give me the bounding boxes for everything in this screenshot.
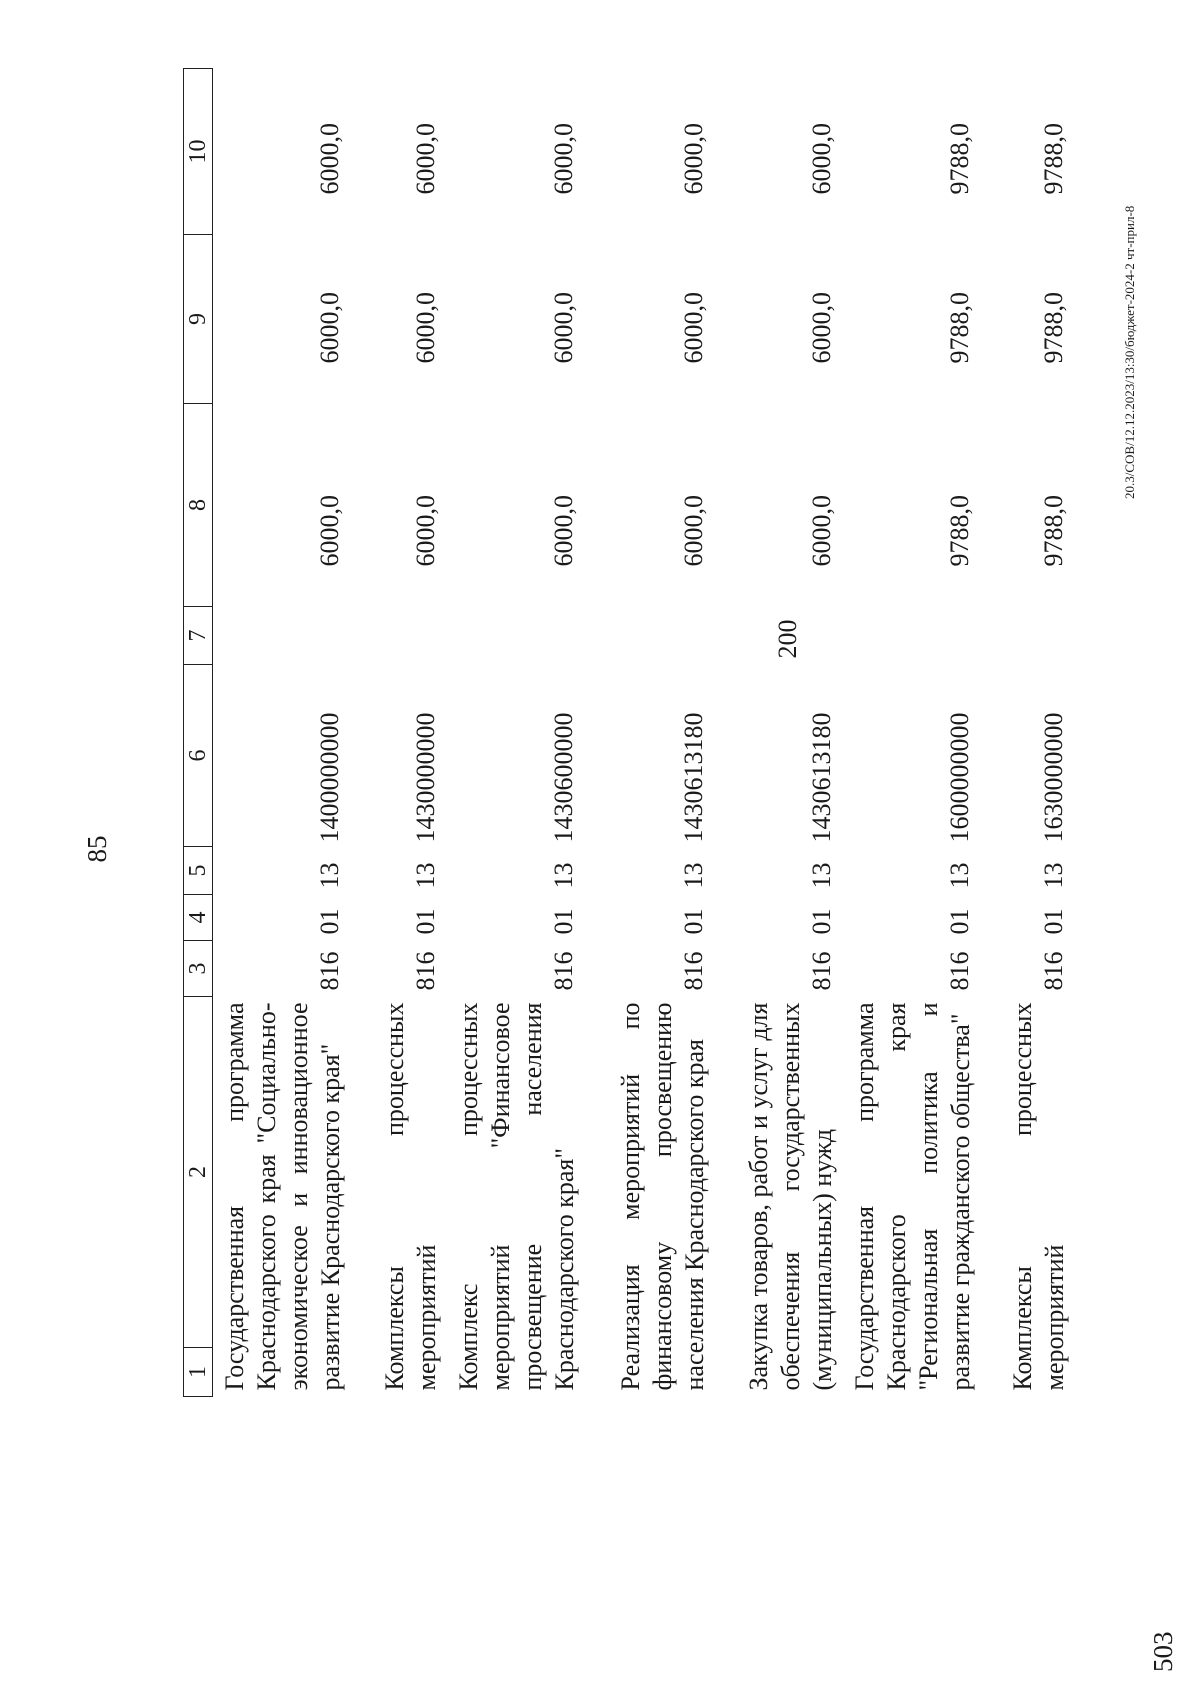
cell-c8: 6000,0 xyxy=(679,495,708,567)
cell-c8: 6000,0 xyxy=(549,495,578,567)
cell-c6: 1630000000 xyxy=(1039,712,1068,843)
header-cell: 2 xyxy=(184,997,213,1348)
cell-c5: 13 xyxy=(1039,862,1068,889)
cell-c6: 1430613180 xyxy=(807,712,836,843)
cell-c10: 6000,0 xyxy=(807,123,836,195)
cell-c10: 6000,0 xyxy=(411,123,440,195)
cell-c4: 01 xyxy=(1039,908,1068,935)
cell-c10: 9788,0 xyxy=(945,123,974,195)
cell-c3: 816 xyxy=(1039,951,1068,991)
cell-c4: 01 xyxy=(315,908,344,935)
row-name: Комплексы процессных мероприятий xyxy=(1008,1002,1069,1391)
row-name: Комплексы процессных мероприятий xyxy=(380,1002,441,1391)
cell-c4: 01 xyxy=(807,908,836,935)
cell-c9: 6000,0 xyxy=(549,292,578,364)
cell-c5: 13 xyxy=(315,862,344,889)
row-name: Государственная программа Краснодарского края "Региональная политика и развитие гражданского общества" xyxy=(850,1002,975,1391)
cell-c7 xyxy=(585,607,715,665)
header-cell: 9 xyxy=(184,235,213,404)
header-cell: 3 xyxy=(184,941,213,997)
row-name: Реализация мероприятий по финансовому просвещению населения Краснодарского края xyxy=(616,1002,709,1391)
table-row xyxy=(351,69,447,1397)
header-cell: 8 xyxy=(184,404,213,607)
cell-c4: 01 xyxy=(945,908,974,935)
header-cell: 10 xyxy=(184,69,213,235)
row-name: Комплекс процессных мероприятий "Финансовое просвещение населения Краснодарского края" xyxy=(454,1002,579,1391)
cell-c7: 200 xyxy=(773,619,802,659)
table-row xyxy=(981,69,1075,1397)
cell-c5: 13 xyxy=(549,862,578,889)
page-number: 85 xyxy=(82,835,112,863)
cell-c6: 1400000000 xyxy=(315,712,344,843)
row-name: Государственная программа Краснодарского края "Социально-экономическое и инновационное развитие Краснодарского края" xyxy=(220,1002,345,1391)
cell-c10: 6000,0 xyxy=(315,123,344,195)
cell-c9: 6000,0 xyxy=(679,292,708,364)
cell-c9: 9788,0 xyxy=(945,292,974,364)
table-row xyxy=(843,69,981,1397)
cell-c8: 6000,0 xyxy=(411,495,440,567)
header-cell: 6 xyxy=(184,665,213,847)
cell-c3: 816 xyxy=(549,951,578,991)
cell-c6: 1430000000 xyxy=(411,712,440,843)
cell-c7 xyxy=(843,607,981,665)
table-row xyxy=(213,69,352,1397)
cell-c3: 816 xyxy=(679,951,708,991)
cell-c4: 01 xyxy=(411,908,440,935)
cell-c6: 1600000000 xyxy=(945,712,974,843)
row-name: Закупка товаров, работ и услуг для обеспечения государственных (муниципальных) нужд xyxy=(744,1002,837,1391)
cell-c7 xyxy=(981,607,1075,665)
cell-c5: 13 xyxy=(945,862,974,889)
cell-c6: 1430600000 xyxy=(549,712,578,843)
header-cell: 5 xyxy=(184,847,213,895)
cell-c5: 13 xyxy=(411,862,440,889)
cell-c7 xyxy=(213,607,352,665)
cell-c10: 9788,0 xyxy=(1039,123,1068,195)
table-row xyxy=(447,69,585,1397)
cell-c7 xyxy=(447,607,585,665)
cell-c8: 6000,0 xyxy=(807,495,836,567)
cell-c3: 816 xyxy=(945,951,974,991)
cell-c3: 816 xyxy=(807,951,836,991)
header-cell: 1 xyxy=(184,1348,213,1397)
header-cell: 4 xyxy=(184,895,213,941)
cell-c4: 01 xyxy=(549,908,578,935)
cell-c5: 13 xyxy=(679,862,708,889)
table-row xyxy=(585,69,715,1397)
cell-c10: 6000,0 xyxy=(549,123,578,195)
table-row xyxy=(715,69,843,1397)
header-cell: 7 xyxy=(184,607,213,665)
cell-c3: 816 xyxy=(411,951,440,991)
cell-c9: 6000,0 xyxy=(807,292,836,364)
cell-c3: 816 xyxy=(315,951,344,991)
cell-c8: 6000,0 xyxy=(315,495,344,567)
cell-c6: 1430613180 xyxy=(679,712,708,843)
cell-c10: 6000,0 xyxy=(679,123,708,195)
cell-c5: 13 xyxy=(807,862,836,889)
cell-c8: 9788,0 xyxy=(1039,495,1068,567)
footer-document-code: 20.3/СОВ/12.12.2023/13:30/бюджет-2024-2 чт-прил-8 xyxy=(1122,205,1137,499)
cell-c8: 9788,0 xyxy=(945,495,974,567)
budget-table xyxy=(183,68,1075,1397)
sheet-number: 503 xyxy=(1148,1631,1178,1672)
cell-c7 xyxy=(351,607,447,665)
cell-c9: 9788,0 xyxy=(1039,292,1068,364)
header-row xyxy=(184,69,213,1397)
cell-c4: 01 xyxy=(679,908,708,935)
cell-c9: 6000,0 xyxy=(315,292,344,364)
cell-c9: 6000,0 xyxy=(411,292,440,364)
